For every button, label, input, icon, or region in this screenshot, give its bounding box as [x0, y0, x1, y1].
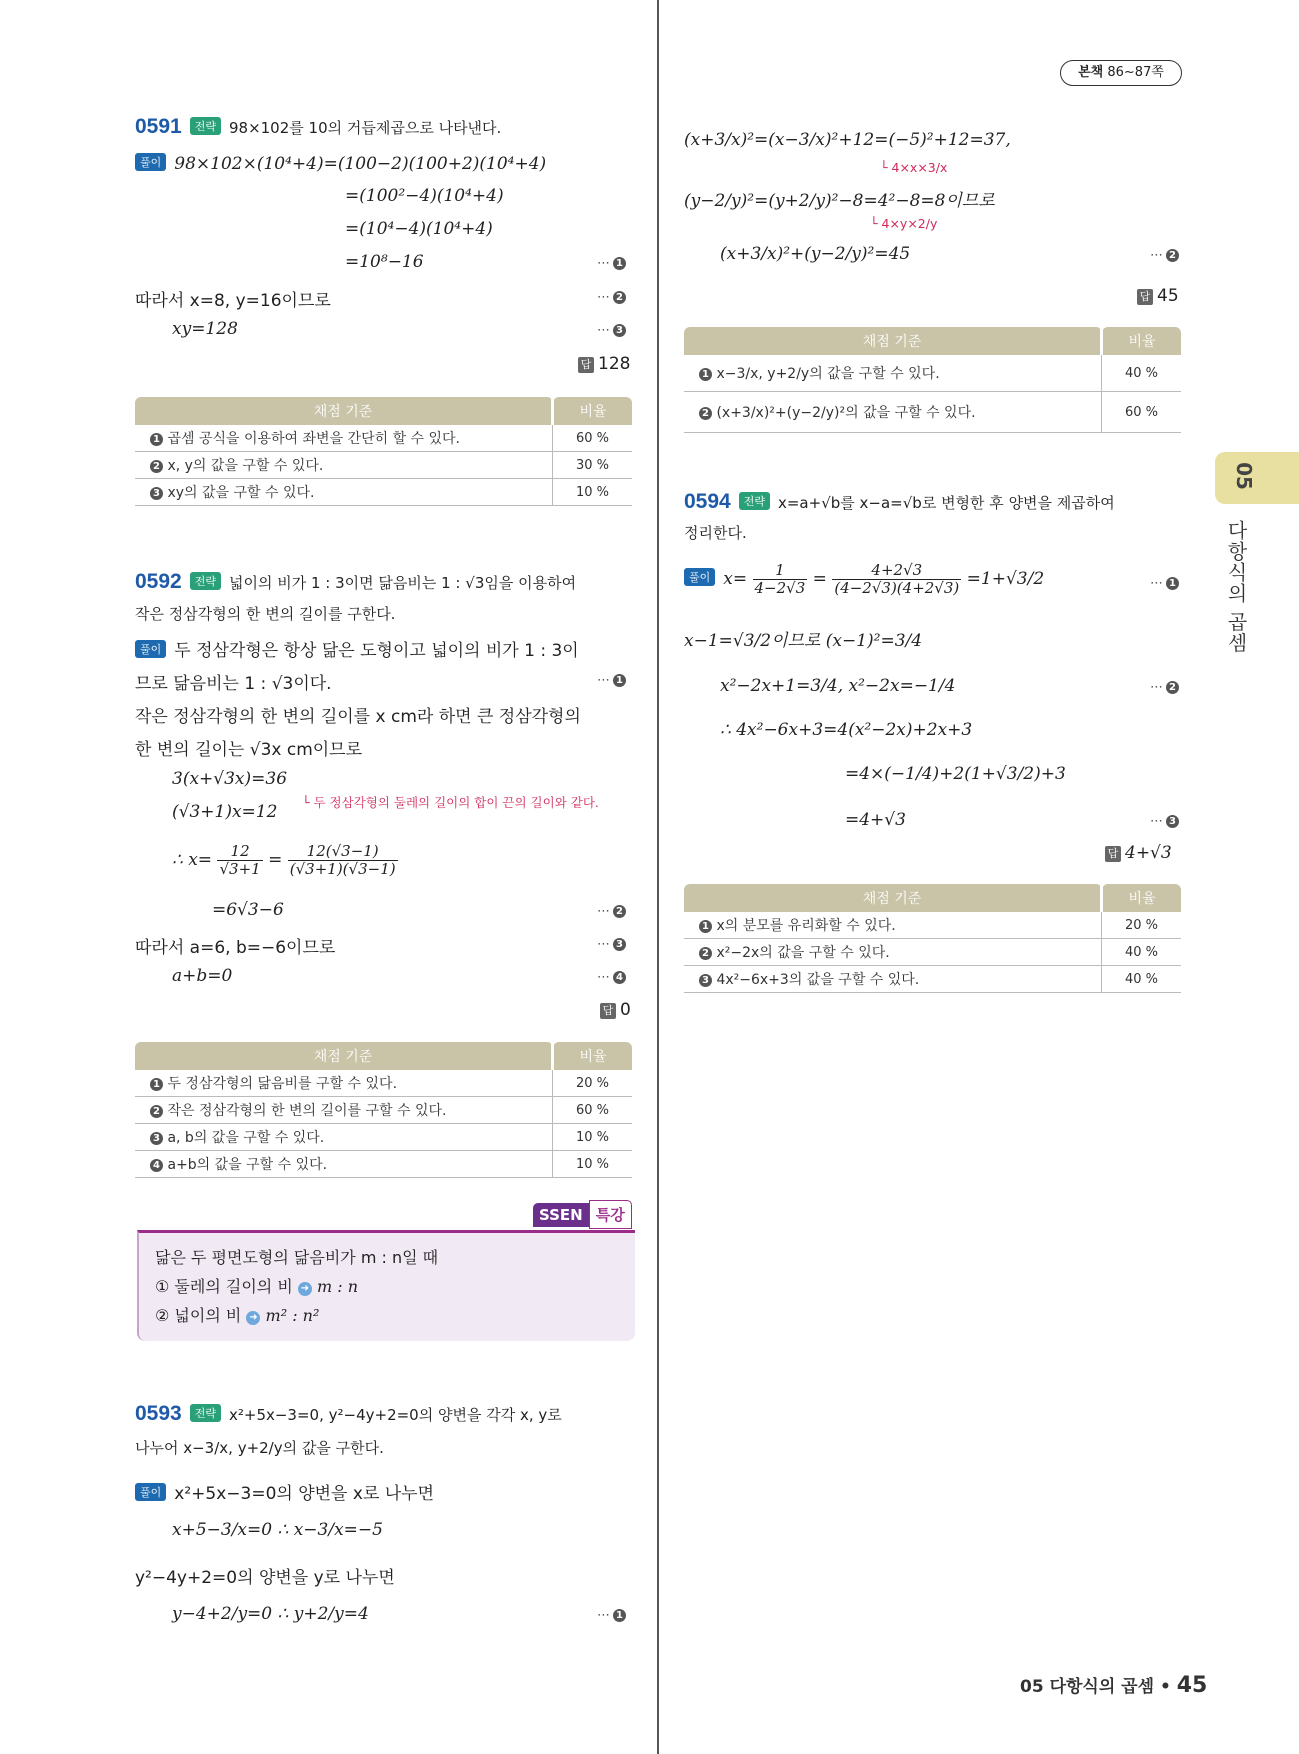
table-row [684, 966, 1181, 993]
math-line: xy=128 [172, 319, 238, 339]
solution-tag: 풀이 [684, 568, 715, 586]
ref-pages: 86~87쪽 [1107, 65, 1164, 80]
step-marker: ⋯ 1 [597, 1608, 626, 1623]
answer-value: 4+√3 [1125, 843, 1172, 863]
fraction [832, 562, 961, 597]
step-number: 1 [613, 1609, 626, 1622]
page-divider [657, 0, 659, 1754]
fraction [753, 562, 808, 597]
rubric-header: 비율 [1102, 327, 1182, 355]
answer-icon: 답 [1137, 289, 1153, 305]
step-number: 3 [613, 324, 626, 337]
step-number: 2 [150, 460, 163, 473]
table-row [684, 912, 1181, 939]
rubric-table-0593 [684, 327, 1181, 433]
step-marker: ⋯ 2 [1150, 248, 1179, 263]
rubric-header: 채점 기준 [135, 1042, 553, 1070]
step-number: 2 [699, 947, 712, 960]
rubric-header: 채점 기준 [684, 884, 1102, 912]
rubric-text: 두 정삼각형의 닮음비를 구할 수 있다. [167, 1076, 398, 1092]
math-line: (y−2/y)²=(y+2/y)²−8=4²−8=8이므로 [684, 191, 995, 211]
table-row [684, 392, 1181, 433]
rubric-header: 비율 [553, 397, 633, 425]
solution-tag: 풀이 [135, 1483, 166, 1501]
answer-value: 128 [598, 354, 631, 374]
math-line: ∴ 4x²−6x+3=4(x²−2x)+2x+3 [720, 720, 973, 740]
math-line: x−1=√3/2이므로 (x−1)²=3/4 [684, 631, 923, 651]
step-number: 3 [613, 938, 626, 951]
rubric-text: (x+3/x)²+(y−2/y)²의 값을 구할 수 있다. [716, 405, 976, 421]
answer-icon: 답 [600, 1003, 616, 1019]
rubric-text: a+b의 값을 구할 수 있다. [167, 1157, 328, 1173]
strategy-text: 정리한다. [684, 524, 747, 542]
solution-line [135, 636, 579, 661]
solution-line: 풀이 x= $\frac{1}{4-2√3}$ = $\frac{4+2√3}{(4-2√3)(4+2√3)}$ =1+√3/2 [684, 562, 1044, 597]
step-number: 2 [150, 1105, 163, 1118]
answer-icon: 답 [578, 357, 594, 373]
rubric-pct: 10 % [553, 1151, 633, 1178]
step-number: 2 [1166, 681, 1179, 694]
arrow-right-icon: ➜ [246, 1311, 260, 1325]
math-line: (√3+1)x=12 [172, 802, 278, 822]
strategy-text: 작은 정삼각형의 한 변의 길이를 구한다. [135, 605, 396, 623]
ssen-text: ① 둘레의 길이의 비 [155, 1277, 293, 1296]
text-line: x²+5x−3=0의 양변을 x로 나누면 [174, 1484, 435, 1504]
math-line: =10⁸−16 [345, 252, 424, 272]
math-line: =6√3−6 [212, 900, 284, 920]
footer-separator: • [1159, 1677, 1171, 1697]
annotation-note: └ 두 정삼각형의 둘레의 길이의 합이 끈의 길이와 같다. [302, 795, 599, 810]
table-row [135, 1124, 632, 1151]
step-number: 1 [1166, 577, 1179, 590]
note-text: 두 정삼각형의 둘레의 길이의 합이 끈의 길이와 같다. [313, 795, 599, 810]
rubric-pct: 40 % [1102, 355, 1182, 392]
rubric-text: 4x²−6x+3의 값을 구할 수 있다. [716, 972, 920, 988]
problem-0594-header [684, 490, 1115, 514]
step-marker: ⋯ 1 [597, 256, 626, 271]
step-number: 2 [1166, 249, 1179, 262]
ssen-line: 닮은 두 평면도형의 닮음비가 m : n일 때 [155, 1248, 439, 1267]
numerator: 1 [753, 562, 808, 580]
answer [1105, 843, 1172, 863]
step-number: 1 [699, 920, 712, 933]
math-line: ∴ x= $\frac{12}{√3+1}$ = $\frac{12(√3-1)}{(√3+1)(√3-1)}$ [172, 842, 396, 878]
math-line: (x+3/x)²+(y−2/y)²=45 [720, 244, 911, 264]
reference-badge [1060, 60, 1182, 86]
step-number: 2 [613, 291, 626, 304]
numerator: 12(√3−1) [288, 843, 398, 861]
step-number: 2 [699, 407, 712, 420]
solution-tag: 풀이 [135, 640, 166, 658]
ssen-math: m² : n² [265, 1306, 320, 1325]
math-line: =4×(−1/4)+2(1+√3/2)+3 [845, 764, 1066, 784]
step-marker: ⋯ 3 [597, 937, 626, 952]
rubric-header: 비율 [553, 1042, 633, 1070]
rubric-text: a, b의 값을 구할 수 있다. [167, 1130, 325, 1146]
answer [578, 354, 630, 374]
step-number: 1 [150, 433, 163, 446]
rubric-text: 작은 정삼각형의 한 변의 길이를 구할 수 있다. [167, 1103, 447, 1119]
annotation-note: └ 4×x×3/x [880, 160, 948, 175]
answer [600, 1000, 631, 1020]
ssen-line [155, 1274, 358, 1297]
chapter-side-title: 다항식의 곱셈 [1224, 520, 1248, 654]
math-line: x²−2x+1=3/4, x²−2x=−1/4 [720, 676, 956, 696]
strategy-text: 98×102를 10의 거듭제곱으로 나타낸다. [228, 119, 502, 137]
strategy-tag: 전략 [190, 1404, 221, 1422]
problem-number: 0592 [135, 570, 182, 593]
step-marker: ⋯ 2 [1150, 680, 1179, 695]
text-line: 따라서 a=6, b=−6이므로 [135, 938, 336, 958]
ref-label: 본책 [1078, 65, 1104, 80]
page-number: 45 [1176, 1673, 1208, 1698]
solution-line [135, 153, 546, 174]
math-line: 98×102×(10⁴+4)=(100−2)(100+2)(10⁴+4) [174, 154, 547, 174]
text-line: 므로 닮음비는 1 : √3이다. [135, 674, 332, 694]
math-line: 3(x+√3x)=36 [172, 769, 288, 789]
step-number: 1 [613, 674, 626, 687]
step-marker: ⋯ 3 [597, 323, 626, 338]
table-row [135, 1151, 632, 1178]
strategy-text: 넓이의 비가 1 : 3이면 닮음비는 1 : √3임을 이용하여 [228, 574, 577, 592]
text-line: y²−4y+2=0의 양변을 y로 나누면 [135, 1568, 395, 1588]
math-line: a+b=0 [172, 966, 233, 986]
problem-0591-header [135, 115, 501, 139]
page-footer [1020, 1672, 1207, 1698]
fraction [217, 843, 262, 878]
numerator: 4+2√3 [832, 562, 961, 580]
rubric-text: xy의 값을 구할 수 있다. [167, 485, 315, 501]
math-line: x+5−3/x=0 ∴ x−3/x=−5 [172, 1520, 383, 1540]
math-line: =4+√3 [845, 810, 906, 830]
ssen-header [533, 1200, 632, 1228]
rubric-pct: 30 % [553, 452, 633, 479]
rubric-table-0591 [135, 397, 632, 506]
math-line: y−4+2/y=0 ∴ y+2/y=4 [172, 1604, 369, 1624]
answer-value: 45 [1157, 286, 1179, 306]
ssen-line [155, 1303, 319, 1326]
ssen-label: SSEN [533, 1203, 589, 1227]
step-number: 1 [613, 257, 626, 270]
rubric-pct: 40 % [1102, 966, 1182, 993]
footer-chapter: 05 다항식의 곱셈 [1020, 1677, 1155, 1697]
strategy-text: 나누어 x−3/x, y+2/y의 값을 구한다. [135, 1439, 384, 1457]
math-text: x= [723, 569, 748, 589]
numerator: 12 [217, 843, 262, 861]
fraction [288, 843, 398, 878]
note-text: 4×y×2/y [881, 216, 938, 231]
strategy-tag: 전략 [190, 117, 221, 135]
table-row [135, 452, 632, 479]
rubric-text: x의 분모를 유리화할 수 있다. [716, 918, 896, 934]
answer-icon: 답 [1105, 846, 1121, 862]
denominator: (4−2√3)(4+2√3) [834, 579, 960, 597]
note-text: 4×x×3/x [891, 160, 948, 175]
ssen-text: ② 넓이의 비 [155, 1306, 242, 1325]
step-number: 3 [699, 974, 712, 987]
text-line: 한 변의 길이는 √3x cm이므로 [135, 740, 363, 760]
rubric-header: 채점 기준 [135, 397, 553, 425]
ssen-math: m : n [316, 1277, 359, 1296]
table-row [135, 1097, 632, 1124]
math-text: =1+√3/2 [966, 569, 1045, 589]
strategy-text: x=a+√b를 x−a=√b로 변형한 후 양변을 제곱하여 [777, 494, 1115, 512]
table-row [135, 479, 632, 506]
math-line: (x+3/x)²=(x−3/x)²+12=(−5)²+12=37, [684, 130, 1011, 150]
denominator: 4−2√3 [754, 579, 806, 597]
rubric-text: 곱셈 공식을 이용하여 좌변을 간단히 할 수 있다. [167, 431, 461, 447]
denominator: √3+1 [219, 860, 261, 878]
rubric-pct: 10 % [553, 479, 633, 506]
rubric-text: x²−2x의 값을 구할 수 있다. [716, 945, 890, 961]
rubric-pct: 60 % [1102, 392, 1182, 433]
problem-number: 0594 [684, 490, 731, 513]
rubric-header: 채점 기준 [684, 327, 1102, 355]
rubric-text: x, y의 값을 구할 수 있다. [167, 458, 324, 474]
rubric-table-0592 [135, 1042, 632, 1178]
step-marker: ⋯ 1 [597, 673, 626, 688]
arrow-right-icon: ➜ [298, 1282, 312, 1296]
problem-0593-header [135, 1402, 562, 1426]
math-line: =(10⁴−4)(10⁴+4) [345, 219, 493, 239]
chapter-number: 05 [1231, 462, 1256, 490]
rubric-pct: 60 % [553, 1097, 633, 1124]
table-row [135, 425, 632, 452]
ssen-special-label: 특강 [589, 1200, 632, 1229]
step-marker: ⋯ 2 [597, 904, 626, 919]
answer-value: 0 [620, 1000, 631, 1020]
solution-line [135, 1479, 434, 1504]
step-marker: ⋯ 1 [1150, 576, 1179, 591]
problem-number: 0593 [135, 1402, 182, 1425]
rubric-pct: 20 % [553, 1070, 633, 1097]
rubric-pct: 60 % [553, 425, 633, 452]
strategy-tag: 전략 [190, 572, 221, 590]
solution-tag: 풀이 [135, 153, 166, 171]
rubric-pct: 10 % [553, 1124, 633, 1151]
math-line: =(100²−4)(10⁴+4) [345, 186, 504, 206]
chapter-side-tab [1215, 452, 1299, 504]
problem-0592-header [135, 570, 576, 594]
text-line: 작은 정삼각형의 한 변의 길이를 x cm라 하면 큰 정삼각형의 [135, 707, 581, 727]
table-row [135, 1070, 632, 1097]
denominator: (√3+1)(√3−1) [289, 860, 396, 878]
annotation-note: └ 4×y×2/y [870, 216, 938, 231]
step-marker: ⋯ 3 [1150, 814, 1179, 829]
table-row [684, 355, 1181, 392]
step-number: 3 [1166, 815, 1179, 828]
math-text: ∴ x= [172, 850, 213, 870]
rubric-pct: 40 % [1102, 939, 1182, 966]
step-number: 4 [613, 971, 626, 984]
step-number: 3 [150, 487, 163, 500]
step-number: 1 [699, 368, 712, 381]
step-number: 3 [150, 1132, 163, 1145]
rubric-pct: 20 % [1102, 912, 1182, 939]
math-line: 따라서 x=8, y=16이므로 [135, 291, 331, 311]
table-row [684, 939, 1181, 966]
rubric-table-0594 [684, 884, 1181, 993]
strategy-tag: 전략 [739, 492, 770, 510]
step-number: 2 [613, 905, 626, 918]
step-number: 4 [150, 1159, 163, 1172]
strategy-text: x²+5x−3=0, y²−4y+2=0의 양변을 각각 x, y로 [228, 1406, 562, 1424]
problem-number: 0591 [135, 115, 182, 138]
text-line: 두 정삼각형은 항상 닮은 도형이고 넓이의 비가 1 : 3이 [174, 641, 579, 661]
step-number: 1 [150, 1078, 163, 1091]
rubric-header: 비율 [1102, 884, 1182, 912]
rubric-text: x−3/x, y+2/y의 값을 구할 수 있다. [716, 366, 940, 382]
step-marker: ⋯ 2 [597, 290, 626, 305]
step-marker: ⋯ 4 [597, 970, 626, 985]
answer [1137, 286, 1179, 306]
